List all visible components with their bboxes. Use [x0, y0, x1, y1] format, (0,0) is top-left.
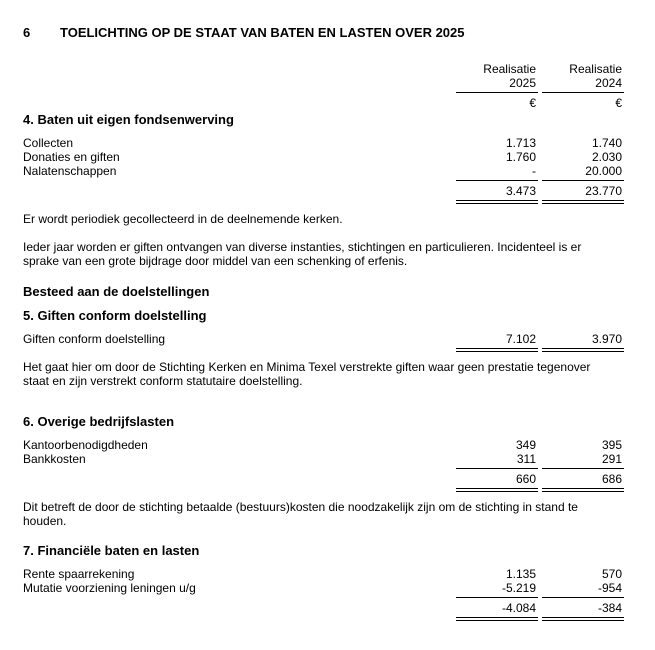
subtotal-rule-2024 — [542, 180, 624, 181]
row-value-2024: 1.740 — [591, 136, 622, 150]
row-value-2025: 1.760 — [505, 150, 536, 164]
section-4-title: 4. Baten uit eigen fondsenwerving — [23, 112, 234, 127]
total-value-2025: -4.084 — [501, 601, 536, 615]
subtotal-rule-2024 — [542, 468, 624, 469]
subtotal-rule-2024 — [542, 597, 624, 598]
row-value-2025: 1.135 — [505, 567, 536, 581]
row-value-2025: -5.219 — [501, 581, 536, 595]
row-value-2025: - — [532, 164, 536, 178]
total-double-rule-2024 — [542, 348, 624, 352]
row-label: Kantoorbenodigdheden — [23, 438, 148, 452]
currency-2025: € — [529, 96, 536, 110]
total-double-rule-2025 — [456, 348, 538, 352]
total-double-rule-2025 — [456, 200, 538, 204]
subtotal-rule-2025 — [456, 180, 538, 181]
row-value-2024: 291 — [601, 452, 622, 466]
total-double-rule-2025 — [456, 617, 538, 621]
row-value-2025: 349 — [515, 438, 536, 452]
subtotal-rule-2025 — [456, 597, 538, 598]
row-value-2024: 20.000 — [585, 164, 622, 178]
total-double-rule-2024 — [542, 488, 624, 492]
total-value-2024: 23.770 — [585, 184, 622, 198]
row-label: Collecten — [23, 136, 74, 150]
row-value-2024: 3.970 — [591, 332, 622, 346]
note-text: Het gaat hier om door de Stichting Kerken en Minima Texel verstrekte giften waar geen prestatie tegenover staat en zijn verstrekt conform statutaire doelstelling. — [23, 360, 591, 388]
total-value-2025: 3.473 — [505, 184, 536, 198]
currency-2024: € — [615, 96, 622, 110]
row-value-2024: 570 — [601, 567, 622, 581]
note-text: Ieder jaar worden er giften ontvangen van diverse instanties, stichtingen en particulieren. Incidenteel is er sprake van een grote bijdrage door middel van een schenking of erfenis. — [23, 240, 582, 268]
section-5-title: 5. Giften conform doelstelling — [23, 308, 207, 323]
note-text: Er wordt periodiek gecollecteerd in de deelnemende kerken. — [23, 212, 343, 226]
total-value-2025: 660 — [515, 472, 536, 486]
row-value-2025: 7.102 — [505, 332, 536, 346]
row-value-2024: -954 — [597, 581, 622, 595]
col-header-2025-line2: 2025 — [509, 76, 536, 90]
row-label: Rente spaarrekening — [23, 567, 135, 581]
col-header-2025-line1: Realisatie — [483, 62, 536, 76]
row-label: Bankkosten — [23, 452, 86, 466]
note-text: Dit betreft de door de stichting betaalde (bestuurs)kosten die noodzakelijk zijn om de stichting in stand te houden. — [23, 500, 578, 528]
row-value-2024: 2.030 — [591, 150, 622, 164]
total-value-2024: 686 — [601, 472, 622, 486]
row-value-2024: 395 — [601, 438, 622, 452]
total-double-rule-2024 — [542, 200, 624, 204]
section-number: 6 — [23, 25, 31, 40]
header-rule-2024 — [542, 92, 624, 93]
col-header-2024-line2: 2024 — [595, 76, 622, 90]
row-label: Nalatenschappen — [23, 164, 117, 178]
section-heading: Besteed aan de doelstellingen — [23, 284, 210, 299]
row-value-2025: 311 — [516, 452, 536, 466]
total-double-rule-2024 — [542, 617, 624, 621]
section-7-title: 7. Financiële baten en lasten — [23, 543, 200, 558]
header-rule-2025 — [456, 92, 538, 93]
total-value-2024: -384 — [597, 601, 622, 615]
row-value-2025: 1.713 — [505, 136, 536, 150]
col-header-2024-line1: Realisatie — [569, 62, 622, 76]
total-double-rule-2025 — [456, 488, 538, 492]
row-label: Giften conform doelstelling — [23, 332, 166, 346]
page-title: TOELICHTING OP DE STAAT VAN BATEN EN LASTEN OVER 2025 — [60, 25, 465, 40]
row-label: Donaties en giften — [23, 150, 120, 164]
section-6-title: 6. Overige bedrijfslasten — [23, 414, 175, 429]
row-label: Mutatie voorziening leningen u/g — [23, 581, 196, 595]
subtotal-rule-2025 — [456, 468, 538, 469]
